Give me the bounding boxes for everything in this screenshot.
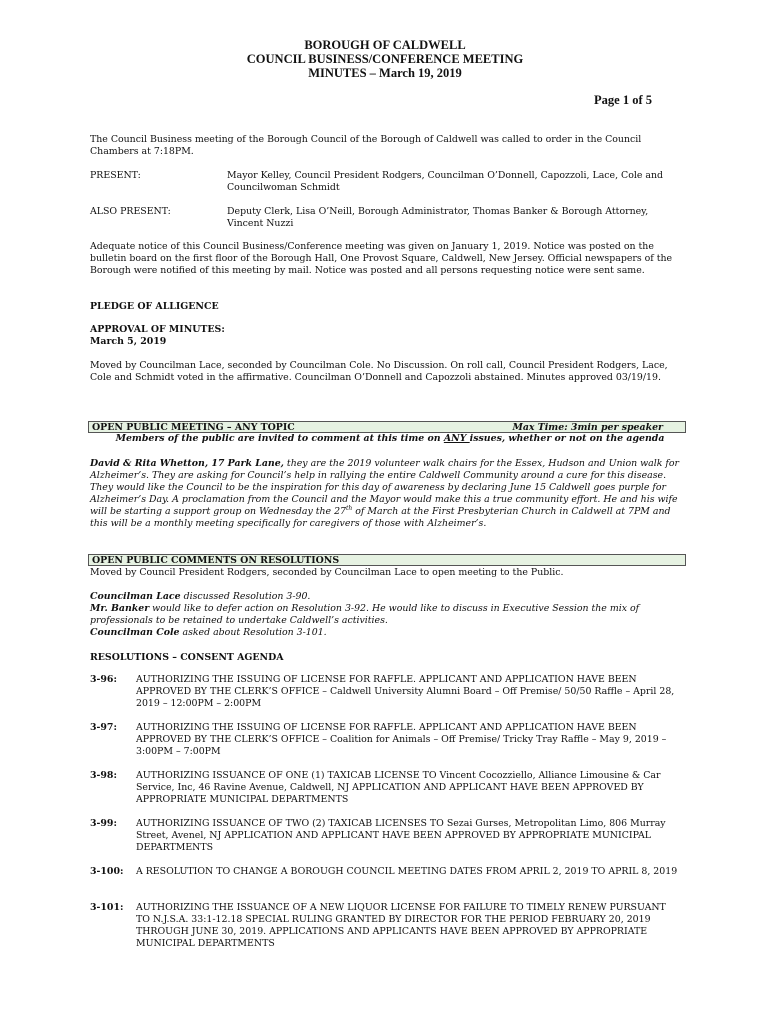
- public-comment-1: [90, 591, 688, 603]
- approval-text: Moved by Councilman Lace, seconded by Councilman Cole. No Discussion. On roll call, Council President Rodgers, Lace, Cole and Schmidt voted in the affirmative. Councilman O’Donnell and Capozzoli abstained. Minutes approved 03/19/19.: [90, 360, 668, 383]
- present-value: Mayor Kelley, Council President Rodgers, Councilman O’Donnell, Capozzoli, Lace, Cole and Councilwoman Schmidt: [227, 170, 664, 193]
- header-line-2: COUNCIL BUSINESS/CONFERENCE MEETING: [246, 52, 524, 66]
- open-meeting-title: OPEN PUBLIC MEETING – ANY TOPIC: [92, 422, 295, 433]
- open-resolutions-moved: Moved by Council President Rodgers, seconded by Councilman Lace to open meeting to the Public.: [90, 567, 564, 578]
- resolution-text: A RESOLUTION TO CHANGE A BOROUGH COUNCIL MEETING DATES FROM APRIL 2, 2019 TO APRIL 8, 2019: [136, 866, 678, 877]
- comment-3-text: asked about Resolution 3-101.: [179, 627, 327, 638]
- public-comment-2: [90, 603, 688, 627]
- also-present-value: Deputy Clerk, Lisa O’Neill, Borough Administrator, Thomas Banker & Borough Attorney, Vincent Nuzzi: [227, 206, 649, 229]
- speaker-text-1: they are the 2019 volunteer walk chairs for the Essex, Hudson and Union walk for Alzheimer’s. They are asking for Council’s help in rallying the entire Caldwell Community around a cure for this disease. They would like the Council to be the inspiration for this day of awareness by declaring June 15 Caldwell goes purple for Alzheimer’s Day. A proclamation from the Council and the Mayor would make this a true community effort. He and his wife will be starting a support group on Wednesday the 27: [90, 458, 680, 517]
- header-line-3: MINUTES – March 19, 2019: [308, 66, 462, 80]
- pledge-heading: PLEDGE OF ALLIGENCE: [90, 301, 219, 312]
- speaker-superscript: th: [346, 504, 353, 512]
- resolution-text: AUTHORIZING ISSUANCE OF TWO (2) TAXICAB LICENSES TO Sezai Gurses, Metropolitan Limo, 806 Murray Street, Avenel, NJ APPLICATION AND APPLICANT HAVE BEEN APPROVED BY APPROPRIATE MUNICIPAL DEPARTMENTS: [136, 818, 666, 853]
- present-label: PRESENT:: [90, 170, 141, 181]
- members-invite-line: [90, 433, 690, 445]
- open-resolutions-title: OPEN PUBLIC COMMENTS ON RESOLUTIONS: [92, 555, 340, 566]
- speaker-paragraph: [90, 458, 688, 530]
- members-invite-any: ANY: [443, 433, 470, 444]
- speaker-name: David & Rita Whetton, 17 Park Lane,: [90, 458, 284, 469]
- approval-heading: APPROVAL OF MINUTES:: [90, 324, 225, 335]
- comment-1-name: Councilman Lace: [90, 591, 181, 602]
- notice-paragraph: Adequate notice of this Council Business/Conference meeting was given on January 1, 2019. Notice was posted on the bulletin board on the first floor of the Borough Hall, One Provost Square, Caldwell, New Jersey. Official newspapers of the Borough were notified of this meeting by mail. Notice was posted and all persons requesting notice were sent same.: [90, 241, 673, 276]
- comment-2-name: Mr. Banker: [90, 603, 150, 614]
- speaker-text-2: of March at the First Presbyterian Church in Caldwell at 7PM and this will be a monthly meeting specifically for caregivers of those with Alzheimer’s.: [90, 506, 671, 529]
- comment-3-name: Councilman Cole: [90, 627, 180, 638]
- max-time-label: Max Time: 3min per speaker: [512, 422, 663, 433]
- header-line-1: BOROUGH OF CALDWELL: [304, 38, 466, 52]
- resolution-number: 3-98:: [90, 770, 117, 781]
- resolution-text: AUTHORIZING THE ISSUING OF LICENSE FOR RAFFLE. APPLICANT AND APPLICATION HAVE BEEN APPROVED BY THE CLERK’S OFFICE – Coalition for Animals – Off Premise/ Tricky Tray Raffle – May 9, 2019 – 3:00PM – 7:00PM: [136, 722, 667, 757]
- approval-date: March 5, 2019: [90, 336, 167, 347]
- open-resolutions-bar: [88, 554, 686, 566]
- members-invite-pre: Members of the public are invited to comment at this time on: [115, 433, 444, 444]
- resolutions-heading: RESOLUTIONS – CONSENT AGENDA: [90, 652, 284, 663]
- resolution-number: 3-99:: [90, 818, 117, 829]
- page-number: Page 1 of 5: [594, 93, 652, 107]
- members-invite-post: issues, whether or not on the agenda: [469, 433, 665, 444]
- also-present-label: ALSO PRESENT:: [90, 206, 171, 217]
- public-comment-3: [90, 627, 688, 639]
- comment-1-text: discussed Resolution 3-90.: [180, 591, 311, 602]
- intro-paragraph: The Council Business meeting of the Borough Council of the Borough of Caldwell was called to order in the Council Chambers at 7:18PM.: [90, 134, 642, 157]
- resolution-text: AUTHORIZING THE ISSUING OF LICENSE FOR RAFFLE. APPLICANT AND APPLICATION HAVE BEEN APPROVED BY THE CLERK’S OFFICE – Caldwell University Alumni Board – Off Premise/ 50/50 Raffle – April 28, 2019 – 12:00PM – 2:00PM: [136, 674, 675, 709]
- open-meeting-bar: [88, 421, 686, 433]
- resolution-number: 3-101:: [90, 902, 124, 913]
- resolution-number: 3-97:: [90, 722, 117, 733]
- comment-2-text: would like to defer action on Resolution 3-92. He would like to discuss in Executive Session the mix of professionals to be retained to undertake Caldwell’s activities.: [90, 603, 640, 626]
- resolution-number: 3-100:: [90, 866, 124, 877]
- resolution-text: AUTHORIZING ISSUANCE OF ONE (1) TAXICAB LICENSE TO Vincent Cocozziello, Alliance Limousine & Car Service, Inc, 46 Ravine Avenue, Caldwell, NJ APPLICATION AND APPLICANT HAVE BEEN APPROVED BY APPROPRIATE MUNICIPAL DEPARTMENTS: [136, 770, 661, 805]
- resolution-number: 3-96:: [90, 674, 117, 685]
- resolution-text: AUTHORIZING THE ISSUANCE OF A NEW LIQUOR LICENSE FOR FAILURE TO TIMELY RENEW PURSUANT TO N.J.S.A. 33:1-12.18 SPECIAL RULING GRANTED BY DIRECTOR FOR THE PERIOD FEBRUARY 20, 2019 THROUGH JUNE 30, 2019. APPLICATIONS AND APPLICANTS HAVE BEEN APPROVED BY APPROPRIATE MUNICIPAL DEPARTMENTS: [136, 902, 666, 949]
